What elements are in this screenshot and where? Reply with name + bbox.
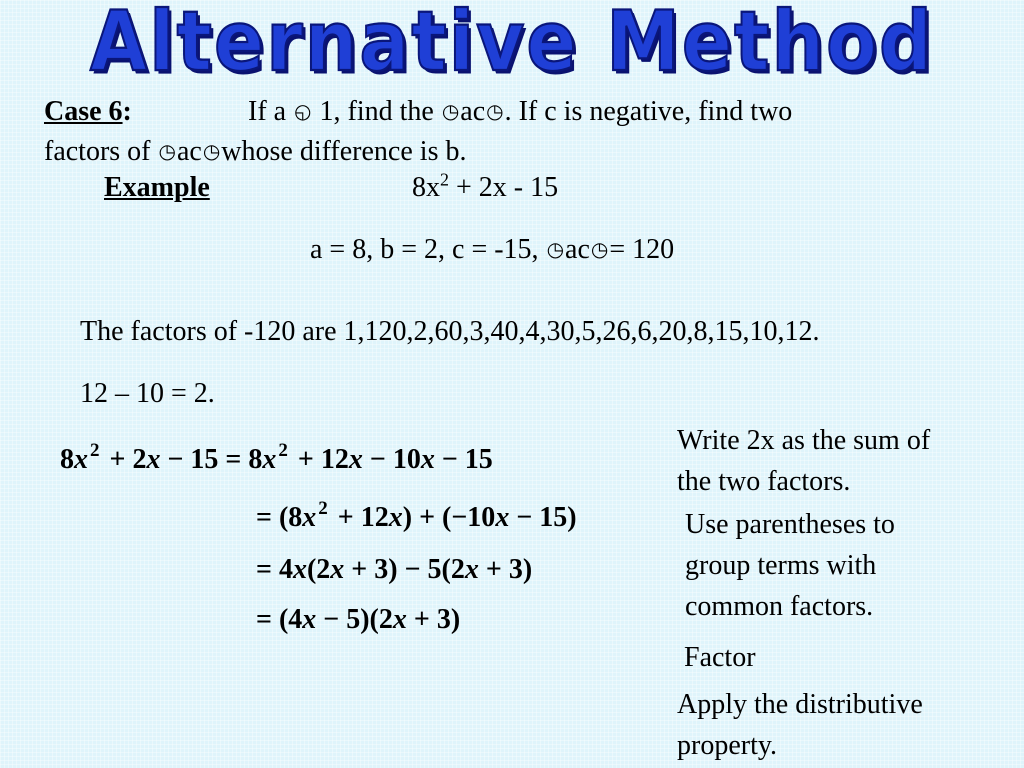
expr-exponent: 2	[440, 169, 449, 190]
note-factor: Factor	[684, 642, 756, 673]
note-line: the two factors.	[677, 466, 851, 497]
case-text: ac	[176, 136, 202, 167]
case-text: factors of	[44, 136, 151, 167]
clock-icon: ◷	[590, 237, 609, 261]
case-text: whose difference is b.	[221, 136, 467, 167]
equation-line-3: = 4x(2x + 3) − 5(2x + 3)	[256, 554, 533, 585]
page-title: Alternative Method	[90, 0, 934, 91]
note-group-terms	[685, 504, 895, 627]
equation-line-2: = (8x $^2$ + 12x) + (−10x − 15)	[256, 498, 577, 533]
note-line: Write 2x as the sum of	[677, 425, 931, 456]
note-line: common factors.	[685, 591, 874, 622]
difference-line: 12 – 10 = 2.	[80, 378, 215, 409]
note-distributive	[677, 684, 923, 766]
clock-icon: ◷	[546, 237, 565, 261]
case-line-1	[44, 96, 132, 128]
case-colon: :	[122, 96, 132, 127]
clock-icon: ◷	[486, 99, 504, 123]
coeffs-text: = 120	[609, 234, 675, 265]
factors-line: The factors of -120 are 1,120,2,60,3,40,4,30,5,26,6,20,8,15,10,12.	[80, 316, 820, 347]
note-line: property.	[677, 730, 778, 761]
coefficients-line	[310, 234, 674, 266]
case-rule-line-1	[248, 96, 792, 128]
note-line: group terms with	[685, 550, 877, 581]
expr-part: 8x	[412, 172, 440, 203]
coeffs-text: a = 8, b = 2, c = -15,	[310, 234, 539, 265]
coeffs-text: ac	[565, 234, 590, 265]
case-text: If a	[248, 96, 287, 127]
case-label: Case 6	[44, 96, 123, 127]
clock-icon: ◵	[294, 99, 312, 123]
clock-icon: ◷	[441, 99, 460, 123]
expr-part: + 2x - 15	[449, 172, 559, 203]
note-line: Use parentheses to	[685, 509, 895, 540]
note-write-as-sum	[677, 420, 930, 502]
clock-icon: ◷	[202, 139, 221, 163]
note-line: Apply the distributive	[677, 689, 923, 720]
equation-line-4: = (4x − 5)(2x + 3)	[256, 604, 461, 635]
case-text: ac	[460, 96, 486, 127]
example-label: Example	[104, 172, 210, 203]
clock-icon: ◷	[158, 139, 176, 163]
case-text: 1, find the	[319, 96, 434, 127]
case-text: . If c is negative, find two	[504, 96, 793, 127]
equation-line-1: 8x $^2$ + 2x − 15 = 8x $^2$ + 12x − 10x − 15	[60, 440, 493, 475]
example-expression	[412, 169, 559, 204]
case-line-2	[44, 136, 466, 168]
